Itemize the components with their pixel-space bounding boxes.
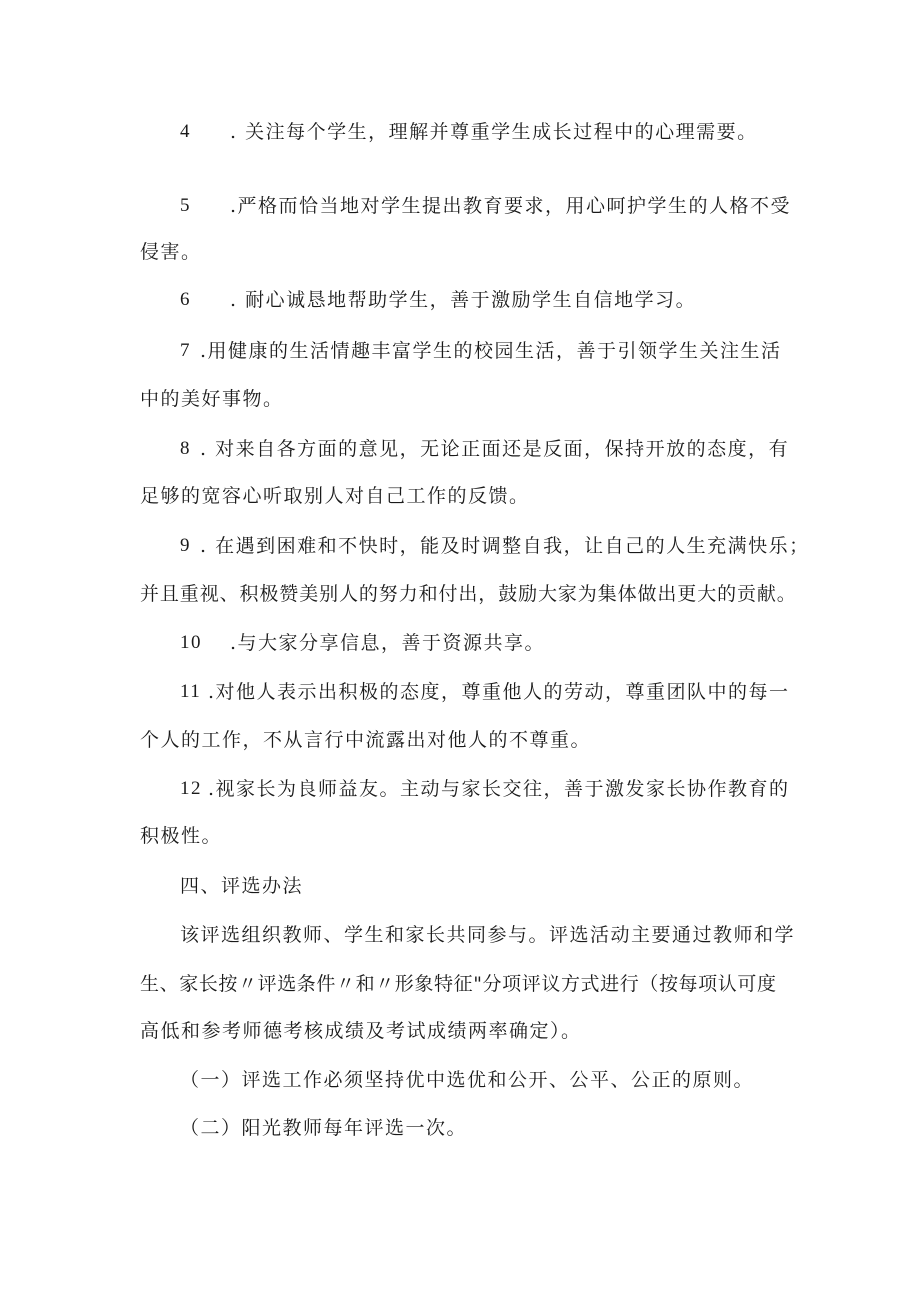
item-text: .视家长为良师益友。主动与家长交往，善于激发家长协作教育的: [208, 778, 790, 800]
item-text: . 在遇到困难和不快时，能及时调整自我，让自己的人生充满快乐；: [200, 535, 810, 557]
item-number: 4: [180, 121, 191, 142]
paragraph-line: 生、家长按〃评选条件〃和〃形象特征"分项评议方式进行（按每项认可度: [140, 973, 777, 995]
item-number: 10: [180, 632, 202, 653]
section-heading: 四、评选办法: [180, 875, 304, 897]
item-number: 11: [180, 681, 202, 702]
item-text: .严格而恰当地对学生提出教育要求，用心呵护学生的人格不受: [230, 195, 792, 217]
item-number: 9: [180, 535, 191, 556]
item-text: .对他人表示出积极的态度，尊重他人的劳动，尊重团队中的每一: [208, 681, 790, 703]
paragraph-line: 高低和参考师德考核成绩及考试成绩两率确定）。: [140, 1020, 582, 1042]
item-continuation: 并且重视、积极赞美别人的努力和付出，鼓励大家为集体做出更大的贡献。: [140, 583, 797, 605]
item-text: . 对来自各方面的意见，无论正面还是反面，保持开放的态度，有: [200, 438, 790, 460]
sub-item: （一）评选工作必须坚持优中选优和公开、公平、公正的原则。: [180, 1069, 755, 1091]
item-continuation: 足够的宽容心听取别人对自己工作的反馈。: [140, 485, 530, 507]
item-continuation: 积极性。: [140, 825, 223, 847]
item-continuation: 中的美好事物。: [140, 388, 284, 410]
item-number: 5: [180, 195, 191, 216]
item-text: . 耐心诚恳地帮助学生，善于激励学生自信地学习。: [230, 289, 697, 311]
paragraph-line: 该评选组织教师、学生和家长共同参与。评选活动主要通过教师和学: [180, 924, 796, 946]
item-continuation: 个人的工作，不从言行中流露出对他人的不尊重。: [140, 729, 592, 751]
item-number: 8: [180, 438, 191, 459]
item-text: . 关注每个学生，理解并尊重学生成长过程中的心理需要。: [230, 121, 758, 143]
item-number: 12: [180, 778, 202, 799]
item-number: 6: [180, 289, 191, 310]
item-text: .与大家分享信息，善于资源共享。: [230, 632, 546, 654]
sub-item: （二）阳光教师每年评选一次。: [180, 1117, 468, 1139]
item-number: 7: [180, 340, 191, 361]
item-continuation: 侵害。: [140, 241, 202, 263]
item-text: .用健康的生活情趣丰富学生的校园生活，善于引领学生关注生活: [200, 340, 782, 362]
